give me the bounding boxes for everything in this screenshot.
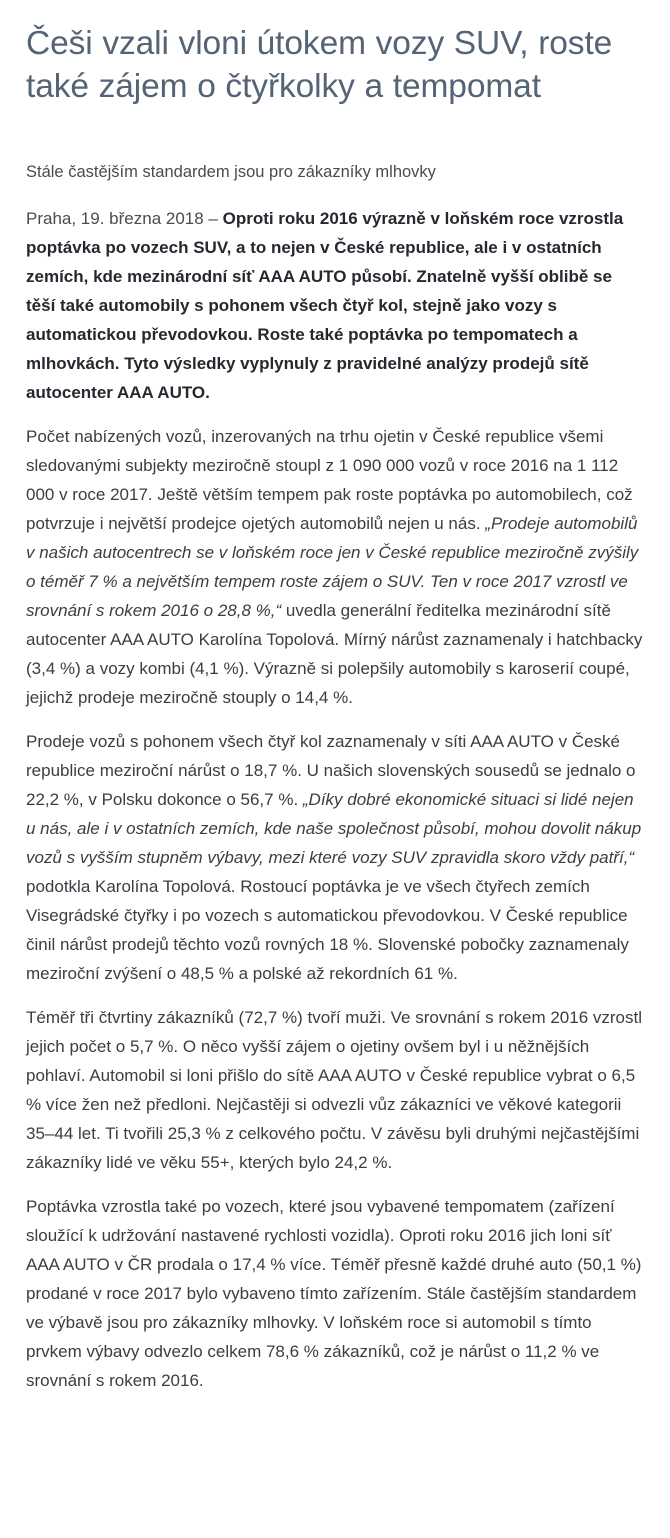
article-body xyxy=(26,184,645,1395)
paragraph-text: Prodeje vozů s pohonem všech čtyř kol zaznamenaly v síti AAA AUTO v České republice meziroční nárůst o 18,7 %. U našich slovenských sousedů se jednalo o 22,2 %, v Polsku dokonce o 56,7 %. xyxy=(26,732,636,809)
paragraph-text: podotkla Karolína Topolová. Rostoucí poptávka je ve všech čtyřech zemích Visegrádské čtyřky i po vozech s automatickou převodovkou. V České republice činil nárůst prodejů těchto vozů rovných 18 %. Slovenské pobočky zaznamenaly meziroční zvýšení o 48,5 % a polské až rekordních 61 %. xyxy=(26,877,629,983)
bottom-spacer xyxy=(26,1395,645,1443)
lead-bold-text: Oproti roku 2016 výrazně v loňském roce vzrostla poptávka po vozech SUV, a to nejen v České republice, ale i v ostatních zemích, kde mezinárodní síť AAA AUTO působí. Znatelně vyšší oblibě se těší také automobily s pohonem všech čtyř kol, stejně jako vozy s automatickou převodovkou. Roste také poptávka po tempomatech a mlhovkách. Tyto výsledky vyplynuly z pravidelné analýzy prodejů sítě autocenter AAA AUTO. xyxy=(26,209,624,402)
inline-quote: „Prodeje automobilů v našich autocentrech se v loňském roce jen v České republice meziročně zvýšily o téměř 7 % a největším tempem roste zájem o SUV. Ten v roce 2017 vzrostl ve srovnání s rokem 2016 o 28,8 %,“ xyxy=(26,514,639,620)
dateline: Praha, 19. března 2018 – xyxy=(26,209,223,228)
para-customers xyxy=(26,1003,645,1177)
paragraph-text: uvedla generální ředitelka mezinárodní sítě autocenter AAA AUTO Karolína Topolová. Mírný nárůst zaznamenaly i hatchbacky (3,4 %) a vozy kombi (4,1 %). Výrazně si polepšily automobily s karoserií coupé, jejichž prodeje meziročně stouply o 14,4 %. xyxy=(26,601,643,707)
article-subtitle: Stále častějším standardem jsou pro zákazníky mlhovky xyxy=(26,163,436,181)
paragraph-text: Poptávka vzrostla také po vozech, které jsou vybavené tempomatem (zařízení sloužící k udržování nastavené rychlosti vozidla). Oproti roku 2016 jich loni síť AAA AUTO v ČR prodala o 17,4 % více. Téměř přesně každé druhé auto (50,1 %) prodané v roce 2017 bylo vybaveno tímto zařízením. Stále častějším standardem ve výbavě jsou pro zákazníky mlhovky. V loňském roce si automobil s tímto prvkem výbavy odvezlo celkem 78,6 % zákazníků, což je nárůst o 11,2 % ve srovnání s rokem 2016. xyxy=(26,1197,642,1390)
page-title: Češi vzali vloni útokem vozy SUV, roste také zájem o čtyřkolky a tempomat xyxy=(26,25,613,105)
paragraph-text: Téměř tři čtvrtiny zákazníků (72,7 %) tvoří muži. Ve srovnání s rokem 2016 vzrostl jejich počet o 5,7 %. O něco vyšší zájem o ojetiny ovšem byl i u něžnějších pohlaví. Automobil si loni přišlo do sítě AAA AUTO v České republice vybrat o 6,5 % více žen než předloni. Nejčastěji si odvezli vůz zákazníci ve věkové kategorii 35–44 let. Ti tvořili 25,3 % z celkového počtu. V závěsu byli druhými nejčastějšími zákazníky lidé ve věku 55+, kterých bylo 24,2 %. xyxy=(26,1008,642,1172)
paragraph-text: Počet nabízených vozů, inzerovaných na trhu ojetin v České republice všemi sledovanými subjekty meziročně stoupl z 1 090 000 vozů v roce 2016 na 1 112 000 v roce 2017. Ještě větším tempem pak roste poptávka po automobilech, což potvrzuje i největší prodejce ojetých automobilů nejen u nás. xyxy=(26,427,633,533)
lead-paragraph xyxy=(26,204,645,407)
paragraph-list xyxy=(26,422,645,1395)
para-offer-count xyxy=(26,422,645,712)
inline-quote: „Díky dobré ekonomické situaci si lidé nejen u nás, ale i v ostatních zemích, kde naše společnost působí, mohou dovolit nákup vozů s vyšším stupněm výbavy, mezi které vozy SUV zpravidla skoro vždy patří,“ xyxy=(26,790,642,867)
para-cruise-control xyxy=(26,1192,645,1395)
para-awd-sales xyxy=(26,727,645,988)
